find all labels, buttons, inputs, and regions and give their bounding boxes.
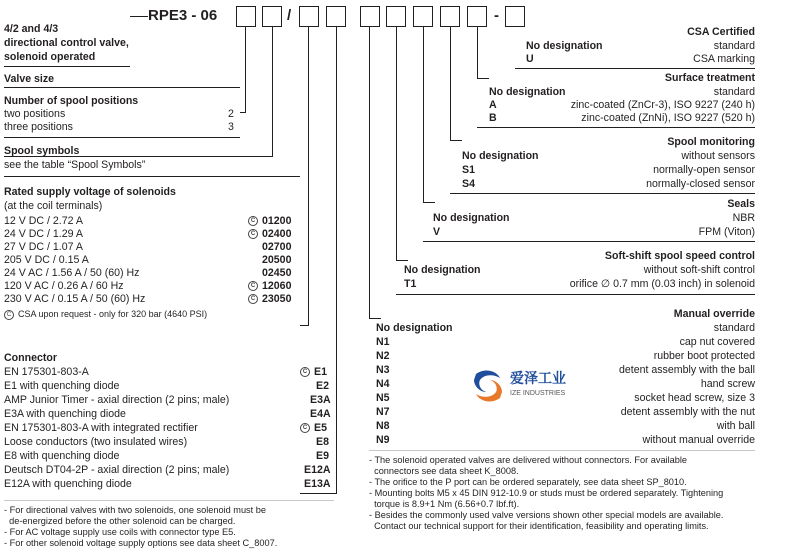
leader-connector-v (336, 27, 337, 494)
leader-voltage-v (308, 27, 309, 326)
override-desc-1: standard (713, 322, 755, 334)
leader-model (130, 16, 148, 17)
csa-icon: C (4, 310, 14, 320)
left-footnote-4: - For other solenoid voltage supply options see data sheet C_8007. (4, 538, 278, 548)
leader-voltage-h (300, 325, 309, 326)
positions-code-2: 3 (228, 121, 234, 133)
valve-size-label: Valve size (4, 73, 55, 85)
override-desc-6: socket head screw, size 3 (634, 392, 755, 404)
leader-seals-h (423, 202, 435, 203)
csa-icon: C (248, 294, 258, 304)
csa-icon: C (248, 216, 258, 226)
order-code-dash: - (494, 7, 499, 24)
positions-code-1: 2 (228, 108, 234, 120)
override-desc-3: rubber boot protected (653, 350, 755, 362)
monitoring-code-1: No designation (462, 150, 539, 162)
override-code-7: N7 (376, 406, 390, 418)
surface-code-2: A (489, 99, 497, 111)
override-code-5: N4 (376, 378, 390, 390)
leader-override-h (369, 318, 381, 319)
code-box-connector (326, 6, 346, 27)
ize-logo (470, 368, 590, 404)
voltage-code-2: C 02400 (248, 228, 291, 240)
leader-connector-h (300, 493, 337, 494)
monitoring-desc-1: without sensors (681, 150, 755, 162)
monitoring-rule (450, 193, 755, 194)
right-footnote-4: - Mounting bolts M5 x 45 DIN 912-10.9 or studs must be ordered separately. Tightening (369, 488, 724, 498)
csa-desc-1: standard (713, 40, 755, 52)
seals-desc-1: NBR (732, 212, 755, 224)
seals-code-1: No designation (433, 212, 510, 224)
voltage-label-2: 24 V DC / 1.29 A (4, 228, 83, 240)
softshift-rule (396, 294, 755, 295)
connector-code-5: C E5 (300, 422, 327, 434)
voltage-code-7: C 23050 (248, 293, 291, 305)
connector-code-3: E3A (310, 394, 331, 406)
override-code-3: N2 (376, 350, 390, 362)
intro-line-1: 4/2 and 4/3 (4, 23, 59, 35)
override-code-2: N1 (376, 336, 390, 348)
voltage-label-1: 12 V DC / 2.72 A (4, 215, 83, 227)
csa-icon: C (248, 229, 258, 239)
override-code-4: N3 (376, 364, 390, 376)
code-box-csa (505, 6, 525, 27)
leader-softshift-v (396, 27, 397, 261)
voltage-code-4: 20500 (262, 254, 292, 266)
monitoring-title: Spool monitoring (667, 136, 755, 148)
override-code-1: No designation (376, 322, 453, 334)
connector-label-4: E3A with quenching diode (4, 408, 126, 420)
csa-desc-2: CSA marking (693, 53, 755, 65)
override-code-8: N8 (376, 420, 390, 432)
right-footnote-rule (369, 450, 755, 451)
voltage-code-6: C 12060 (248, 280, 291, 292)
connector-label-8: Deutsch DT04-2P - axial direction (2 pins; male) (4, 464, 230, 476)
code-box-voltage (299, 6, 319, 27)
connector-label-6: Loose conductors (two insulated wires) (4, 436, 188, 448)
connector-code-6: E8 (316, 436, 329, 448)
csa-icon: C (300, 367, 310, 377)
right-footnote-3: - The orifice to the P port can be ordered separately, see data sheet SP_8010. (369, 477, 687, 487)
connector-label-3: AMP Junior Timer - axial direction (2 pins; male) (4, 394, 230, 406)
left-footnote-rule (4, 500, 334, 501)
left-footnote-1: - For directional valves with two solenoids, one solenoid must be (4, 505, 266, 515)
code-box-softshift (386, 6, 406, 27)
csa-icon: C (300, 423, 310, 433)
right-footnote-6: - Besides the commonly used valve versions shown other special models are available. (369, 510, 724, 520)
code-box-override (360, 6, 380, 27)
voltage-code-3: 02700 (262, 241, 292, 253)
spool-title: Spool symbols (4, 145, 80, 157)
leader-surface-v (477, 27, 478, 79)
seals-code-2: V (433, 226, 441, 238)
intro-line-3: solenoid operated (4, 51, 96, 63)
connector-code-9: E13A (304, 478, 331, 490)
code-box-positions (236, 6, 256, 27)
surface-title: Surface treatment (664, 72, 755, 84)
order-code-model: RPE3 - 06 (148, 7, 218, 24)
surface-rule (477, 127, 755, 128)
connector-title: Connector (4, 352, 57, 364)
right-footnote-7: Contact our technical support for their identification, feasibility and operating limits. (369, 521, 709, 531)
csa-code-2: U (526, 53, 534, 65)
softshift-desc-1: without soft-shift control (643, 264, 755, 276)
surface-desc-3: zinc-coated (ZnNi), ISO 9227 (520 h) (581, 112, 755, 124)
csa-rule (515, 68, 755, 69)
override-code-9: N9 (376, 434, 390, 446)
override-desc-4: detent assembly with the ball (618, 364, 755, 376)
monitoring-desc-2: normally-open sensor (653, 164, 755, 176)
seals-title: Seals (727, 198, 755, 210)
softshift-code-1: No designation (404, 264, 481, 276)
connector-label-1: EN 175301-803-A (4, 366, 89, 378)
leader-monitoring-h (450, 140, 462, 141)
csa-note: C CSA upon request - only for 320 bar (4640 PSI) (4, 308, 207, 320)
softshift-code-2: T1 (404, 278, 417, 290)
spool-rule (4, 176, 300, 177)
leader-positions-h (240, 112, 246, 113)
connector-code-2: E2 (316, 380, 329, 392)
positions-label-2: three positions (4, 121, 73, 133)
voltage-code-1: C 01200 (248, 215, 291, 227)
intro-line-2: directional control valve, (4, 37, 129, 49)
monitoring-code-2: S1 (462, 164, 475, 176)
voltage-subtitle: (at the coil terminals) (4, 200, 103, 212)
connector-code-8: E12A (304, 464, 331, 476)
csa-icon: C (248, 281, 258, 291)
surface-desc-2: zinc-coated (ZnCr-3), ISO 9227 (240 h) (570, 99, 755, 111)
connector-code-7: E9 (316, 450, 329, 462)
voltage-label-4: 205 V DC / 0.15 A (4, 254, 89, 266)
leader-override-v (369, 27, 370, 319)
override-desc-2: cap nut covered (679, 336, 755, 348)
override-code-6: N5 (376, 392, 390, 404)
leader-softshift-h (396, 260, 408, 261)
seals-rule (423, 241, 755, 242)
override-desc-8: with ball (716, 420, 755, 432)
seals-desc-2: FPM (Viton) (698, 226, 755, 238)
leader-monitoring-v (450, 27, 451, 141)
left-footnote-3: - For AC voltage supply use coils with connector type E5. (4, 527, 236, 537)
override-desc-9: without manual override (642, 434, 755, 446)
voltage-label-3: 27 V DC / 1.07 A (4, 241, 83, 253)
override-desc-7: detent assembly with the nut (620, 406, 755, 418)
left-footnote-2: de-energized before the other solenoid can be charged. (4, 516, 236, 526)
voltage-label-7: 230 V AC / 0.15 A / 50 (60) Hz (4, 293, 146, 305)
valve-size-rule (4, 87, 240, 88)
monitoring-code-3: S4 (462, 178, 475, 190)
override-desc-5: hand screw (700, 378, 755, 390)
code-box-seals (413, 6, 433, 27)
connector-label-2: E1 with quenching diode (4, 380, 120, 392)
connector-code-4: E4A (310, 408, 331, 420)
spool-desc: see the table “Spool Symbols” (4, 159, 146, 171)
ize-logo-text: 爱泽工业 (510, 371, 566, 387)
softshift-desc-2: orifice ∅ 0.7 mm (0.03 inch) in solenoid (569, 278, 755, 290)
ize-logo-icon (470, 370, 506, 402)
leader-positions-v (245, 27, 246, 113)
connector-label-9: E12A with quenching diode (4, 478, 132, 490)
csa-title: CSA Certified (687, 26, 755, 38)
softshift-title: Soft-shift spool speed control (604, 250, 755, 262)
intro-rule (4, 66, 130, 67)
code-box-surface (467, 6, 487, 27)
override-title: Manual override (673, 308, 755, 320)
right-footnote-2: connectors see data sheet K_8008. (369, 466, 519, 476)
ize-logo-subtext: IZE INDUSTRIES (510, 390, 566, 397)
leader-seals-v (423, 27, 424, 203)
code-box-monitoring (440, 6, 460, 27)
connector-label-7: E8 with quenching diode (4, 450, 120, 462)
leader-surface-h (477, 78, 489, 79)
voltage-code-5: 02450 (262, 267, 292, 279)
positions-title: Number of spool positions (4, 95, 139, 107)
leader-spool-v (272, 27, 273, 157)
voltage-label-5: 24 V AC / 1.56 A / 50 (60) Hz (4, 267, 140, 279)
csa-code-1: No designation (526, 40, 603, 52)
surface-desc-1: standard (713, 86, 755, 98)
right-footnote-5: torque is 8.9+1 Nm (6.56+0.7 lbf.ft). (369, 499, 520, 509)
voltage-label-6: 120 V AC / 0.26 A / 60 Hz (4, 280, 124, 292)
order-code-slash: / (287, 7, 292, 24)
connector-code-1: C E1 (300, 366, 327, 378)
positions-rule (4, 137, 240, 138)
monitoring-desc-3: normally-closed sensor (646, 178, 755, 190)
surface-code-3: B (489, 112, 497, 124)
surface-code-1: No designation (489, 86, 566, 98)
connector-label-5: EN 175301-803-A with integrated rectifier (4, 422, 198, 434)
code-box-spool (262, 6, 282, 27)
right-footnote-1: - The solenoid operated valves are delivered without connectors. For available (369, 455, 688, 465)
positions-label-1: two positions (4, 108, 66, 120)
voltage-title: Rated supply voltage of solenoids (4, 186, 176, 198)
